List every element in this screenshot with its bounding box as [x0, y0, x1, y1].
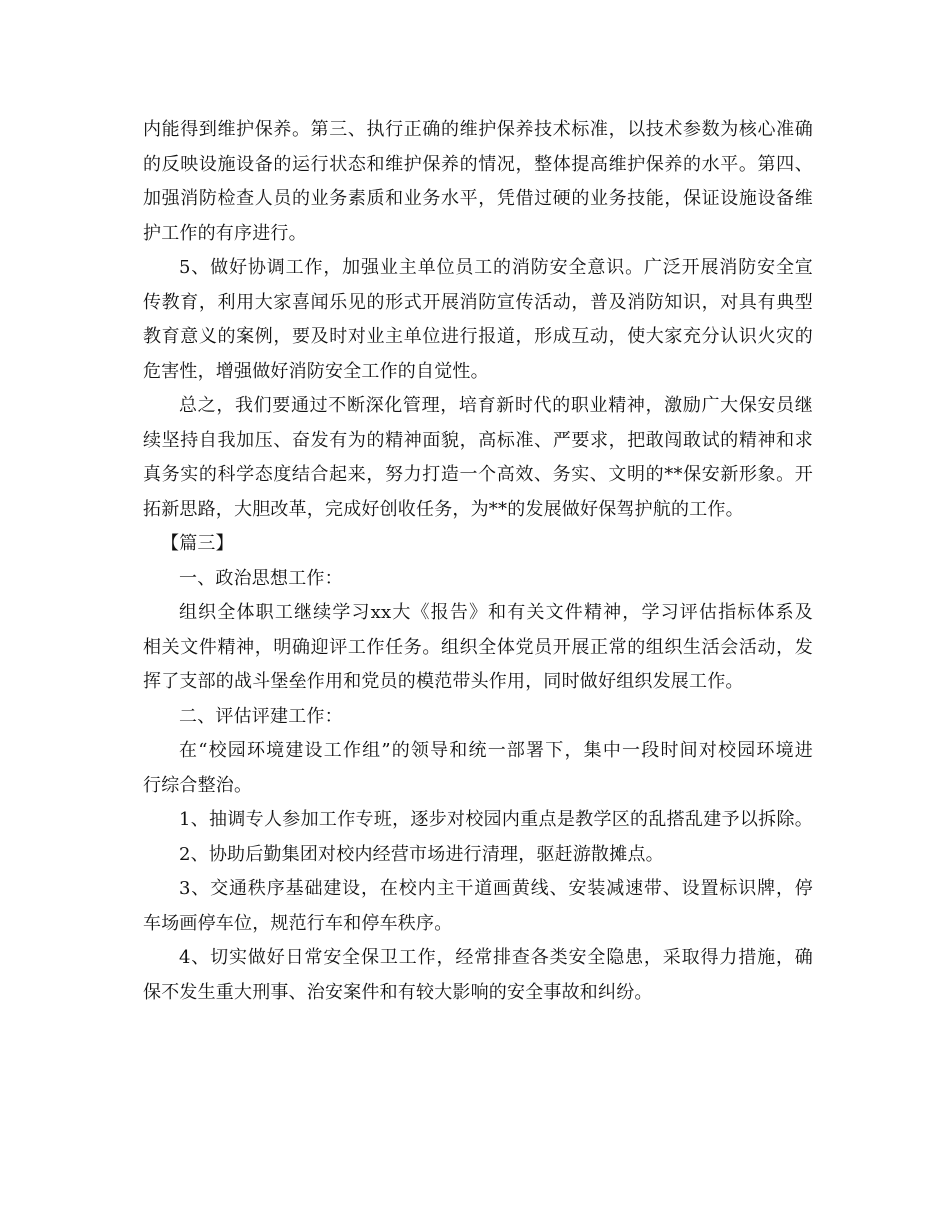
- text-line: 内能得到维护保养。第三、执行正确的维护保养技术标准，以技术参数为核心准确: [143, 119, 813, 140]
- subsection-heading: 一、政治思想工作：: [179, 567, 343, 589]
- list-item: 2、协助后勤集团对校内经营市场进行清理，驱赶游散摊点。: [179, 843, 664, 865]
- paragraph-start-line: 在“校园环境建设工作组”的领导和统一部署下，集中一段时间对校园环境进: [179, 740, 813, 761]
- text-line: 真务实的科学态度结合起来，努力打造一个高效、务实、文明的**保安新形象。开: [143, 464, 813, 485]
- document-body: [143, 113, 813, 1010]
- section-heading: 【篇三】: [161, 533, 234, 554]
- list-item: 4、切实做好日常安全保卫工作，经常排查各类安全隐患，采取得力措施，确: [179, 947, 813, 968]
- text-line: 拓新思路，大胆改革，完成好创收任务，为**的发展做好保驾护航的工作。: [143, 498, 744, 520]
- text-line: 车场画停车位，规范行车和停车秩序。: [143, 912, 453, 934]
- text-line: 保不发生重大刑事、治安案件和有较大影响的安全事故和纠纷。: [143, 981, 653, 1003]
- text-line: 危害性，增强做好消防安全工作的自觉性。: [143, 360, 489, 382]
- text-line: 相关文件精神，明确迎评工作任务。组织全体党员开展正常的组织生活会活动，发: [143, 636, 813, 658]
- list-item: 3、交通秩序基础建设，在校内主干道画黄线、安装减速带、设置标识牌，停: [179, 878, 813, 899]
- text-line: 续坚持自我加压、奋发有为的精神面貌，高标准、严要求，把敢闯敢试的精神和求: [143, 429, 813, 451]
- paragraph-start-line: 总之，我们要通过不断深化管理，培育新时代的职业精神，激励广大保安员继: [179, 395, 813, 416]
- paragraph-start-line: 组织全体职工继续学习xx大《报告》和有关文件精神，学习评估指标体系及: [179, 602, 813, 623]
- text-line: 挥了支部的战斗堡垒作用和党员的模范带头作用，同时做好组织发展工作。: [143, 671, 744, 692]
- list-item: 1、抽调专人参加工作专班，逐步对校园内重点是教学区的乱搭乱建予以拆除。: [179, 809, 813, 830]
- text-line: 传教育，利用大家喜闻乐见的形式开展消防宣传活动，普及消防知识，对具有典型: [143, 291, 813, 313]
- text-line: 加强消防检查人员的业务素质和业务水平，凭借过硬的业务技能，保证设施设备维: [143, 188, 813, 209]
- subsection-heading: 二、评估评建工作：: [179, 705, 343, 727]
- text-line: 教育意义的案例，要及时对业主单位进行报道，形成互动，使大家充分认识火灾的: [143, 326, 813, 347]
- text-line: 的反映设施设备的运行状态和维护保养的情况，整体提高维护保养的水平。第四、: [143, 153, 813, 175]
- paragraph-start-line: 5、做好协调工作，加强业主单位员工的消防安全意识。广泛开展消防安全宣: [179, 257, 813, 278]
- text-line: 行综合整治。: [143, 774, 253, 796]
- text-line: 护工作的有序进行。: [143, 222, 307, 244]
